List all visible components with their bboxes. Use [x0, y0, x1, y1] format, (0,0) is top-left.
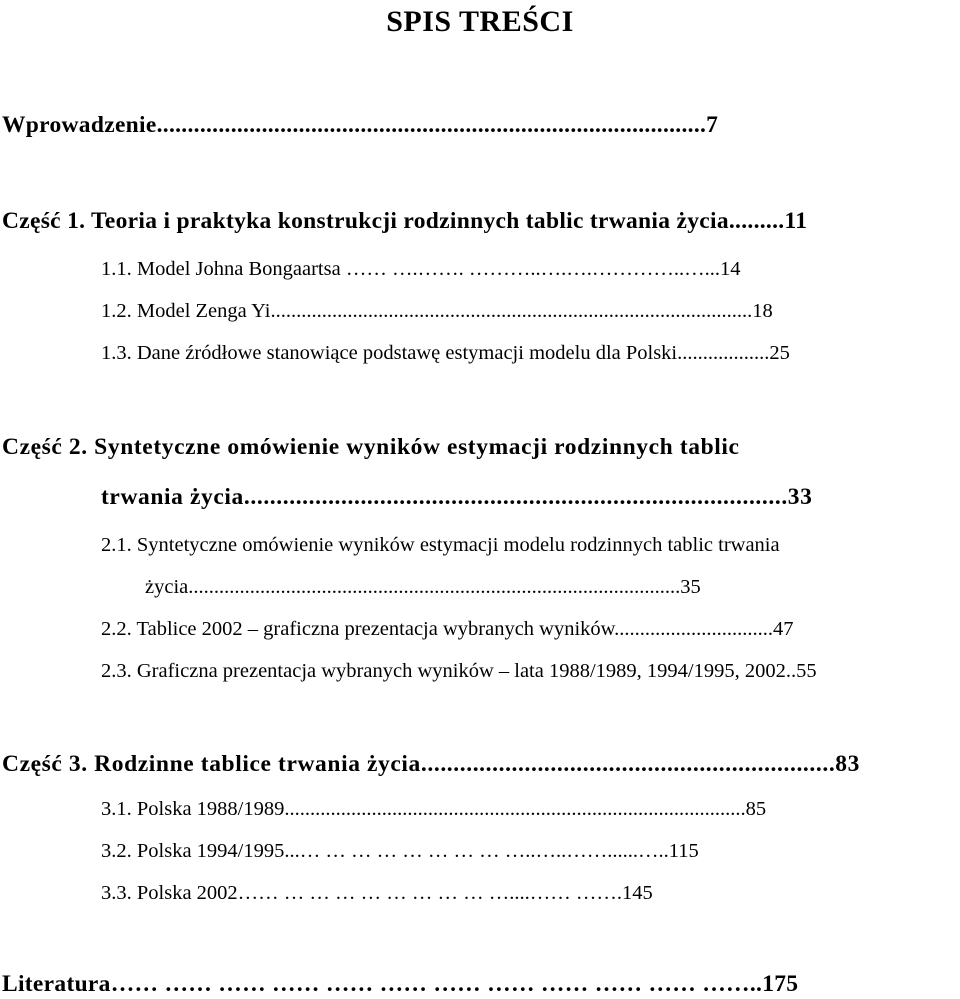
toc-entry-1-1: 1.1. Model Johna Bongaartsa …… ….……. ………..….….…………..…...14 — [101, 258, 741, 280]
toc-entry-part2: Część 2. Syntetyczne omówienie wyników estymacji rodzinnych tablic — [2, 434, 740, 460]
toc-entry-literatura: Literatura…… …… …… …… …… …… …… …… …… …… …… ……..175 — [2, 971, 799, 997]
toc-entry-part3: Część 3. Rodzinne tablice trwania życia................................................................83 — [2, 751, 861, 777]
toc-entry-2-1: 2.1. Syntetyczne omówienie wyników estymacji modelu rodzinnych tablic trwania — [101, 534, 780, 556]
toc-entry-2-2: 2.2. Tablice 2002 – graficzna prezentacja wybranych wyników...............................47 — [101, 618, 794, 640]
toc-entry-part2-cont: trwania życia....................................................................................33 — [101, 484, 813, 510]
toc-entry-1-3: 1.3. Dane źródłowe stanowiące podstawę estymacji modelu dla Polski..................25 — [101, 342, 790, 364]
toc-entry-1-2: 1.2. Model Zenga Yi..............................................................................................18 — [101, 300, 773, 322]
toc-entry-2-3: 2.3. Graficzna prezentacja wybranych wyników – lata 1988/1989, 1994/1995, 2002..55 — [101, 660, 817, 682]
toc-entry-2-1-cont: życia................................................................................................35 — [145, 576, 701, 598]
page-title: SPIS TREŚCI — [386, 5, 574, 38]
toc-entry-3-1: 3.1. Polska 1988/1989..........................................................................................85 — [101, 798, 767, 820]
toc-entry-3-2: 3.2. Polska 1994/1995...… … … … … … … … …..…..……......…..115 — [101, 840, 699, 862]
toc-entry-3-3: 3.3. Polska 2002…… … … … … … … … … …....…… …….145 — [101, 882, 653, 904]
toc-entry-part1: Część 1. Teoria i praktyka konstrukcji rodzinnych tablic trwania życia.........11 — [2, 208, 808, 234]
toc-entry-wprowadzenie: Wprowadzenie.........................................................................................7 — [2, 112, 719, 138]
